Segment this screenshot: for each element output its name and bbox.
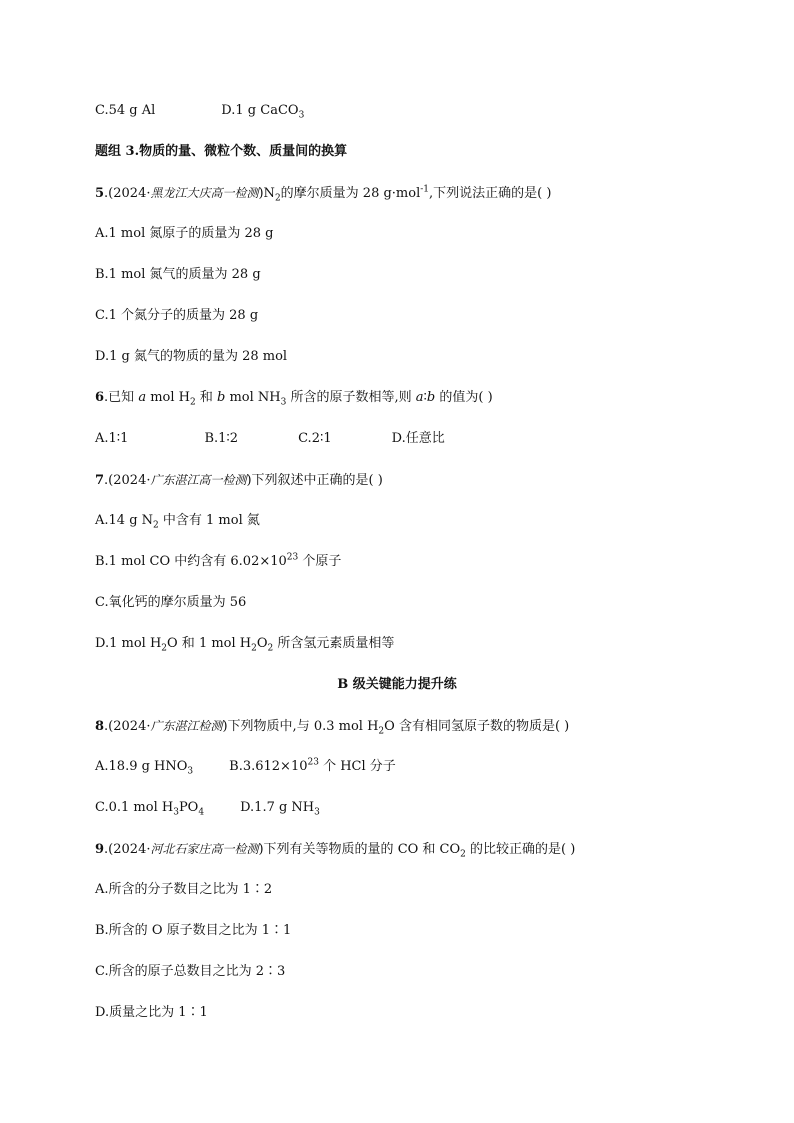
q8-options-row-1 (95, 758, 396, 776)
q8-option-d: D.1.7 g $NH_3$ (240, 800, 320, 818)
q4-option-c: C.54 g Al (95, 103, 156, 118)
q5-option-a: A.1 mol 氮原子的质量为 28 g (95, 226, 274, 241)
q6-options-row (95, 430, 445, 448)
q8-stem: 8.(2024·广东湛江检测)下列物质中,与 0.3 mol $H_2O$ 含有相同氢原子数的物质是( ) (95, 719, 570, 737)
q8-option-a: A.18.9 g $HNO_3$ (95, 759, 194, 777)
q9-option-b: B.所含的 O 原子数目之比为 1∶1 (95, 923, 292, 938)
section-b-title: B 级关键能力提升练 (337, 677, 457, 692)
q5-option-b: B.1 mol 氮气的质量为 28 g (95, 267, 261, 282)
q9-option-d: D.质量之比为 1∶1 (95, 1005, 208, 1020)
q9-stem: 9.(2024·河北石家庄高一检测)下列有关等物质的量的 CO 和 $CO_2$ 的比较正确的是( ) (95, 842, 576, 860)
q8-option-b: $B.3.612\times 10^{23}$ 个 HCl 分子 (229, 757, 396, 774)
q6-option-d: D.任意比 (391, 431, 445, 446)
q4-options-row (95, 102, 304, 120)
group3-title: 题组 3.物质的量、微粒个数、质量间的换算 (95, 144, 348, 159)
q5-option-d: D.1 g 氮气的物质的量为 28 mol (95, 349, 288, 364)
q6-option-c: C.2∶1 (298, 431, 332, 446)
q8-option-c: C.0.1 mol $H_3PO_4$ (95, 800, 205, 818)
q4-option-d: D.1 g CaCO$_3$ (221, 103, 305, 121)
q9-option-c: C.所含的原子总数目之比为 2∶3 (95, 964, 286, 979)
q6-option-b: B.1∶2 (204, 431, 239, 446)
q7-option-a: A.14 g $N_2$ 中含有 1 mol 氮 (95, 513, 260, 531)
q7-option-b: B.1 mol CO 中约含有 $6.02\times 10^{23}$ 个原子 (95, 552, 342, 569)
q7-option-c: C.氧化钙的摩尔质量为 56 (95, 595, 247, 610)
q5-option-c: C.1 个氮分子的质量为 28 g (95, 308, 259, 323)
q8-options-row-2 (95, 799, 320, 817)
q7-source: 广东湛江高一检测 (150, 473, 247, 487)
q9-source: 河北石家庄高一检测 (150, 842, 259, 856)
q6-stem: 6.已知 a mol $H_2$ 和 b mol $NH_3$ 所含的原子数相等,则 a∶b 的值为( ) (95, 390, 493, 408)
q6-option-a: A.1∶1 (95, 431, 129, 446)
q5-stem: 5.(2024·黑龙江大庆高一检测)$N_2$的摩尔质量为 28 g·mol$^{-1}$,下列说法正确的是( ) (95, 184, 552, 204)
q7-stem: 7.(2024·广东湛江高一检测)下列叙述中正确的是( ) (95, 473, 383, 488)
q8-source: 广东湛江检测 (150, 719, 223, 733)
q5-source: 黑龙江大庆高一检测 (150, 186, 259, 200)
q7-option-d: D.1 mol $H_2O$ 和 1 mol $H_2O_2$ 所含氢元素质量相等 (95, 636, 395, 654)
q9-option-a: A.所含的分子数目之比为 1∶2 (95, 882, 273, 897)
